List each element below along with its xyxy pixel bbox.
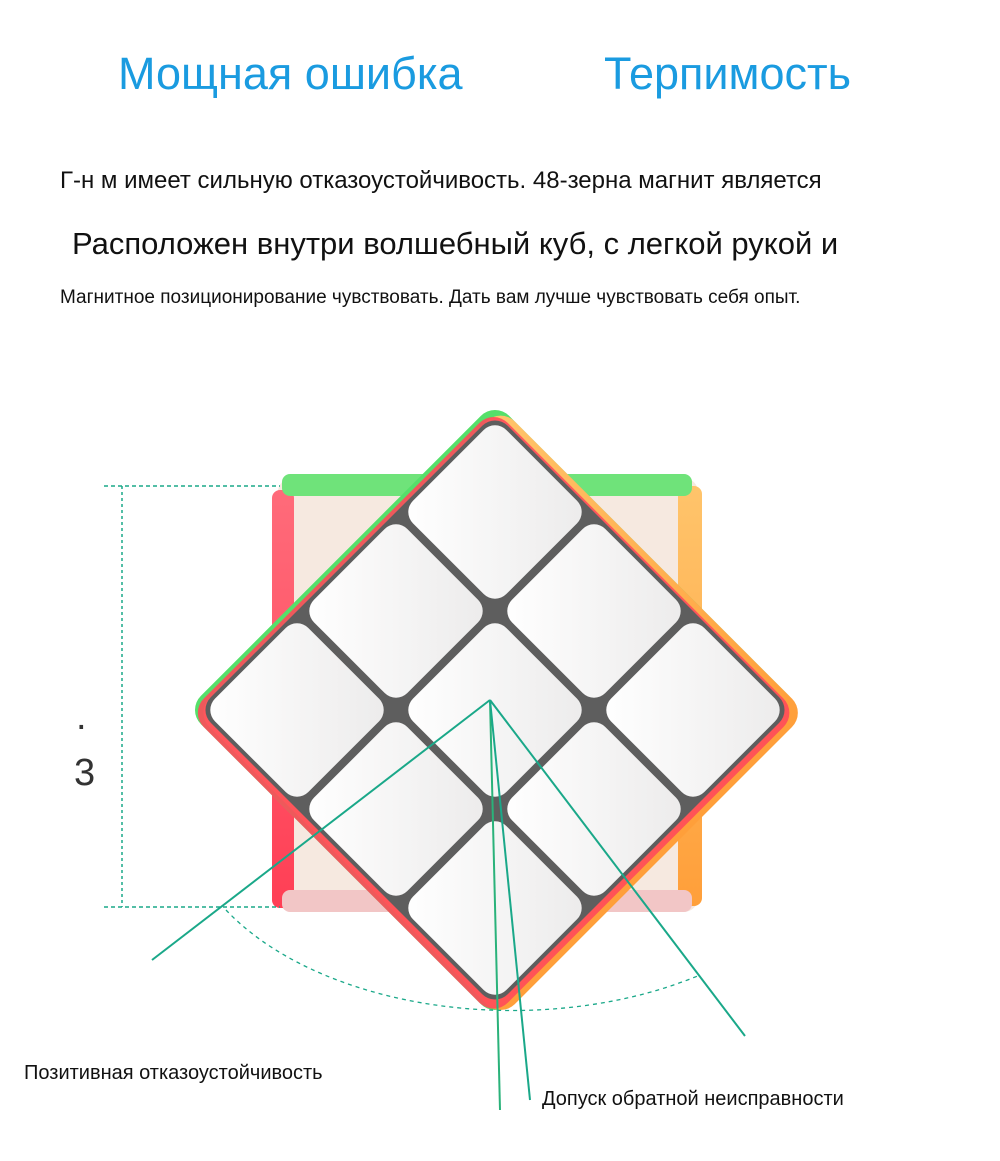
heading-strong-error: Мощная ошибка — [118, 48, 463, 99]
description-line-1: Г-н м имеет сильную отказоустойчивость. 48-зерна магнит является — [60, 167, 822, 194]
description-line-2: Расположен внутри волшебный куб, с легкой рукой и — [72, 226, 839, 261]
callout-positive-tolerance: Позитивная отказоустойчивость — [24, 1062, 323, 1084]
callout-reverse-tolerance: Допуск обратной неисправности — [542, 1088, 844, 1110]
heading-tolerance: Терпимость — [604, 48, 852, 99]
description-line-3: Магнитное позиционирование чувствовать. Дать вам лучше чувствовать себя опыт. — [60, 287, 801, 308]
dimension-dot: . — [76, 696, 87, 738]
dimension-value: 3 — [74, 752, 96, 794]
